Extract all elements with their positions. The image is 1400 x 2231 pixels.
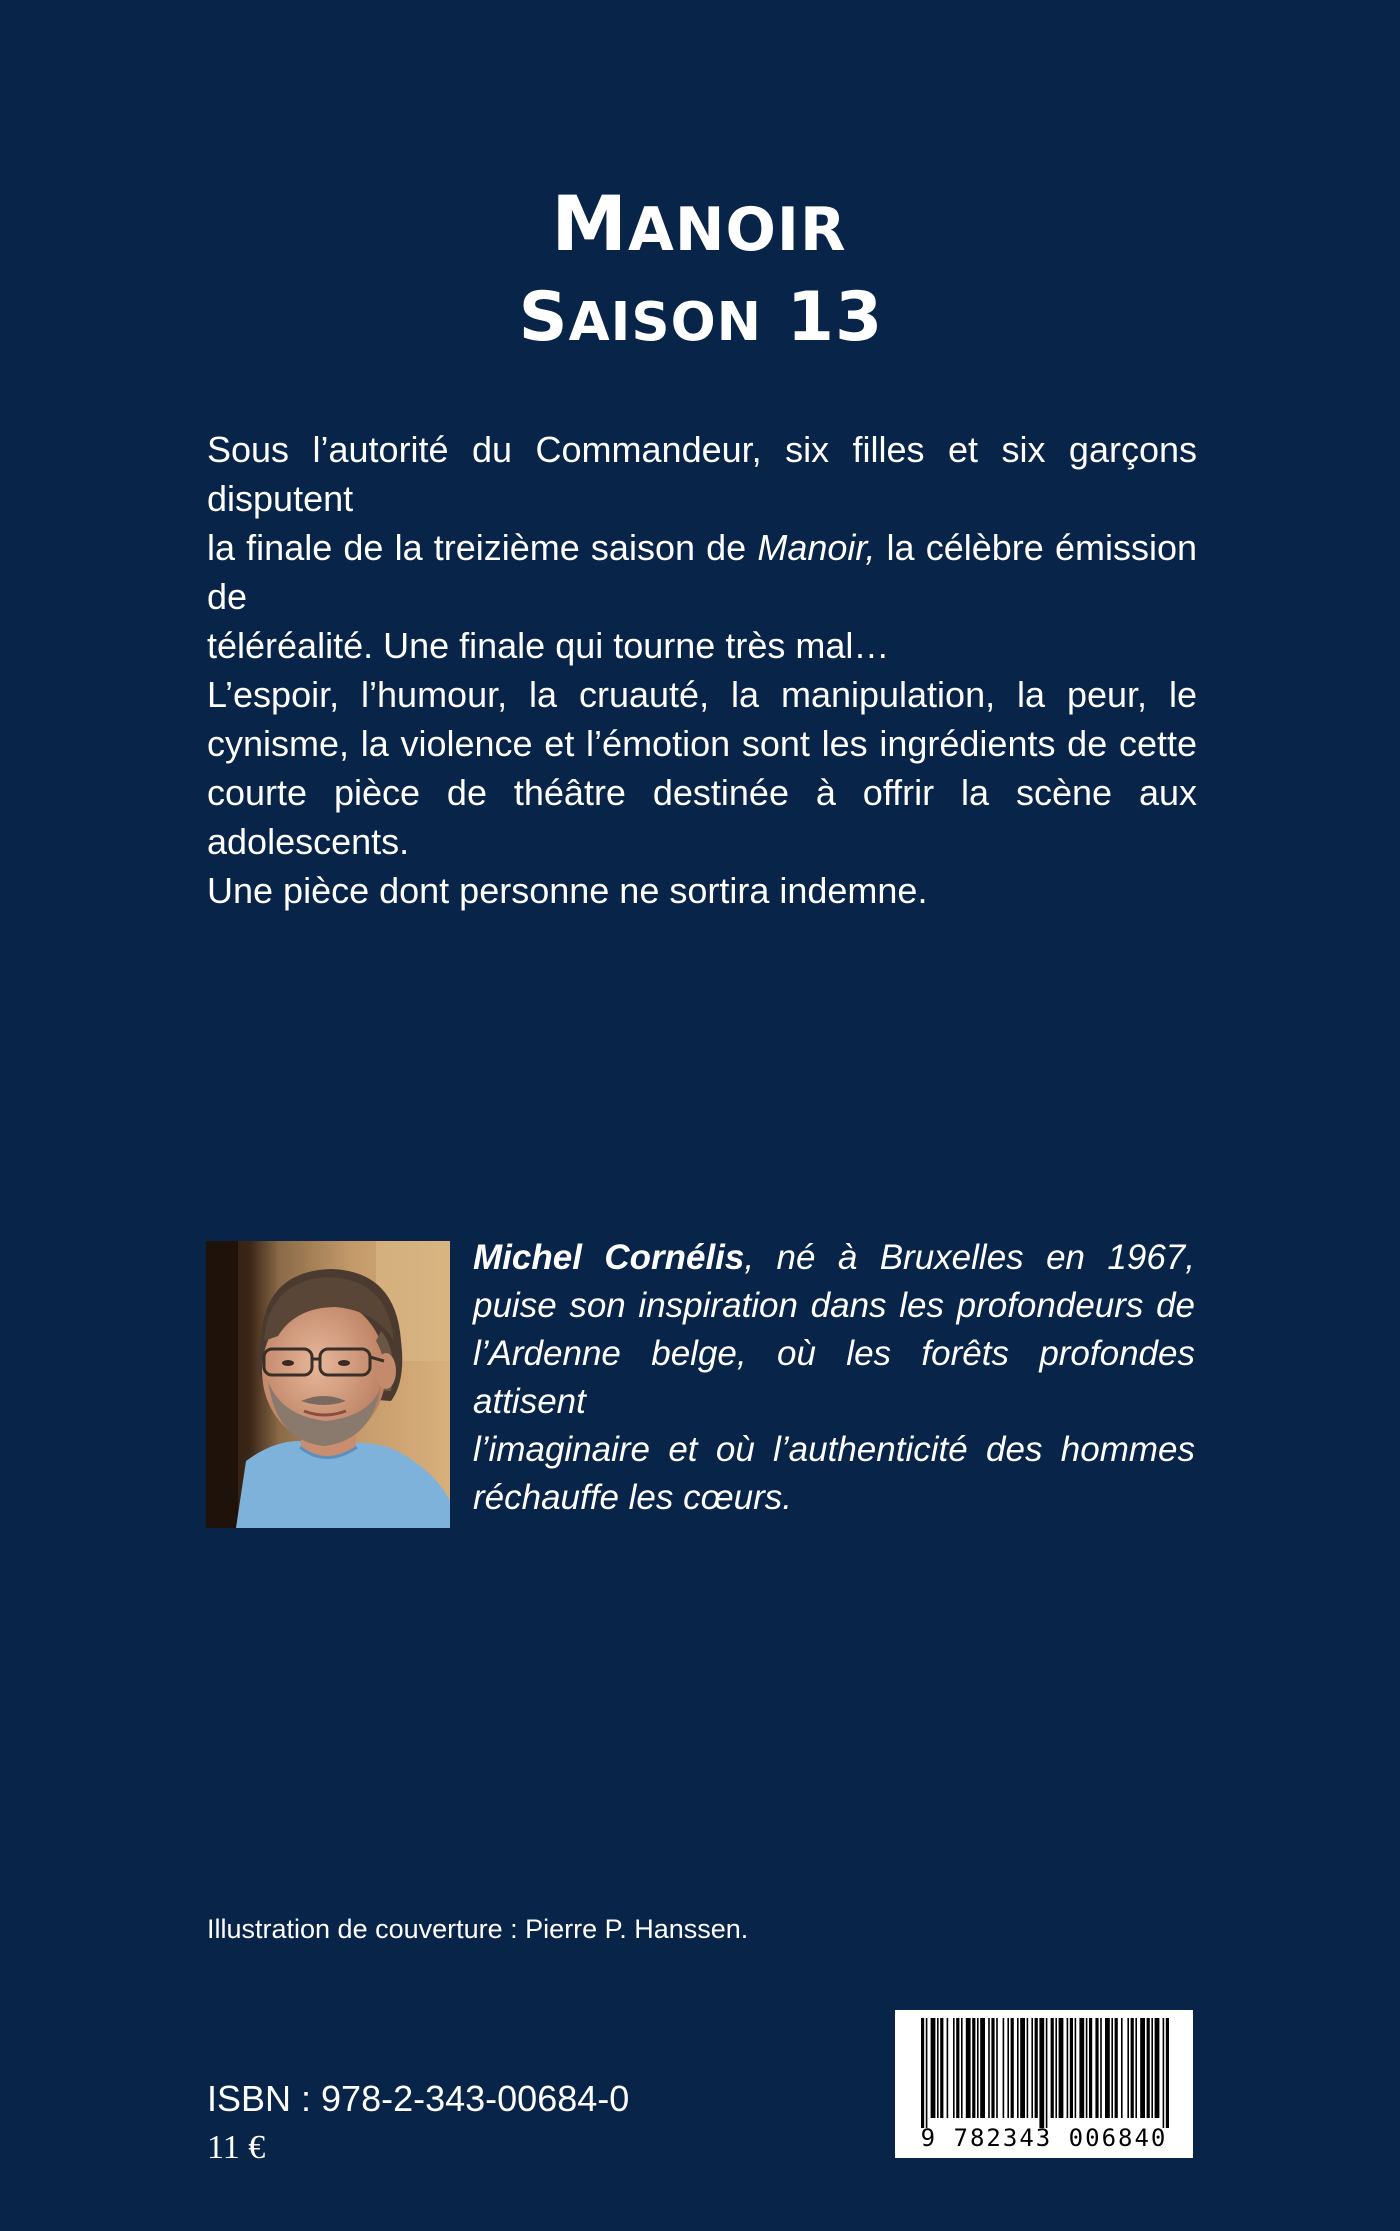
barcode-bar <box>931 2018 936 2118</box>
barcode-bar <box>1111 2018 1113 2118</box>
barcode-bar <box>1163 2018 1165 2128</box>
barcode-bar <box>1031 2018 1033 2118</box>
barcode-bar <box>953 2018 955 2118</box>
barcode-number: 9 782343 006840 <box>920 2124 1168 2152</box>
blurb <box>207 425 1197 915</box>
barcode-bar <box>1121 2018 1123 2118</box>
author-photo <box>206 1241 450 1528</box>
barcode-bar <box>1027 2018 1029 2118</box>
title-line-saison <box>2 276 1400 364</box>
barcode-bar <box>1070 2018 1073 2118</box>
barcode-bar <box>1011 2018 1014 2118</box>
barcode-bar <box>972 2018 975 2118</box>
barcode-bar <box>1115 2018 1118 2118</box>
title-cap-m: M <box>551 179 629 268</box>
barcode-bar <box>1127 2018 1129 2118</box>
barcode-bar <box>1140 2018 1145 2118</box>
bio-line-1 <box>473 1234 1195 1282</box>
barcode-bar <box>966 2018 971 2118</box>
price: 11 € <box>207 2129 266 2166</box>
bio-line-5: réchauffe les cœurs. <box>473 1478 792 1517</box>
barcode-bar <box>991 2018 994 2118</box>
barcode-bar <box>947 2018 949 2118</box>
barcode-bar <box>1059 2018 1064 2118</box>
barcode-bar <box>1017 2018 1019 2118</box>
barcode-bar <box>921 2018 924 2128</box>
blurb-paragraph-3: Une pièce dont personne ne sortira indemne. <box>207 870 928 911</box>
blurb-line-2 <box>207 523 1197 621</box>
isbn: ISBN : 978-2-343-00684-0 <box>207 2078 630 2119</box>
barcode-bar <box>1135 2018 1137 2118</box>
barcode-bar <box>980 2018 985 2118</box>
title-rest-anoir: ANOIR <box>628 195 847 264</box>
barcode-bar <box>1035 2018 1038 2118</box>
barcode-bar <box>1067 2018 1069 2118</box>
title-season-number: 13 <box>786 278 884 357</box>
blurb-line-2a: la finale de la treizième saison de <box>207 527 758 568</box>
barcode-bar <box>1046 2018 1048 2128</box>
book-title <box>0 178 1400 364</box>
barcode-bar <box>1147 2018 1150 2118</box>
bio-line-4: l’imaginaire et où l’authenticité des hommes <box>473 1430 1195 1469</box>
blurb-line-1: Sous l’autorité du Commandeur, six filles et six garçons disputent <box>207 429 1197 519</box>
author-bio <box>473 1234 1195 1522</box>
blurb-line-3: téléréalité. Une finale qui tourne très mal… <box>207 625 890 666</box>
blurb-paragraph-1 <box>207 425 1197 670</box>
barcode-bar <box>1055 2018 1057 2118</box>
barcode-bar <box>1020 2018 1025 2118</box>
barcode-bar <box>1105 2018 1110 2118</box>
barcode-bar <box>1100 2018 1102 2118</box>
barcode-bar <box>956 2018 959 2118</box>
barcode-bar <box>1086 2018 1088 2118</box>
title-line-manoir <box>0 178 1400 276</box>
barcode-bar <box>937 2018 939 2118</box>
barcode-bar <box>1155 2018 1160 2118</box>
author-name: Michel Cornélis <box>473 1238 745 1277</box>
title-cap-s: S <box>518 278 569 357</box>
barcode-bar <box>961 2018 963 2118</box>
barcode-bar <box>977 2018 979 2118</box>
barcode-bar <box>1003 2018 1005 2118</box>
barcode-bar <box>1051 2018 1054 2118</box>
barcode-bar <box>1039 2018 1044 2128</box>
barcode-bar <box>1079 2018 1084 2118</box>
barcode-bar <box>1075 2018 1077 2118</box>
bio-line-3: l’Ardenne belge, où les forêts profondes attisent <box>473 1334 1195 1421</box>
title-rest-aison: AISON <box>568 291 763 353</box>
barcode-bar <box>1089 2018 1092 2118</box>
barcode-bar <box>996 2018 998 2118</box>
author-portrait-image <box>206 1241 450 1528</box>
barcode-bar <box>1151 2018 1153 2118</box>
blurb-manoir-italic: Manoir, <box>757 527 876 568</box>
barcode-bar <box>988 2018 990 2118</box>
barcode-bar <box>940 2018 943 2118</box>
illustration-credit: Illustration de couverture : Pierre P. Hanssen. <box>207 1914 749 1944</box>
barcode-bar <box>1131 2018 1134 2118</box>
blurb-paragraph-2: L’espoir, l’humour, la cruauté, la manipulation, la peur, le cynisme, la violence et l’émotion sont les ingrédients de cette courte pièce de théâtre destinée à offrir la scène aux adolescents. <box>207 674 1197 862</box>
bio-line-1-rest: , né à Bruxelles en 1967, <box>744 1238 1195 1277</box>
barcode-bar <box>1166 2018 1169 2128</box>
barcode-bar <box>926 2018 928 2128</box>
barcode-bar <box>1007 2018 1009 2118</box>
blurb-line-2b: la célèbre émission de <box>207 527 1197 617</box>
barcode <box>895 2010 1193 2158</box>
barcode-bar <box>1095 2018 1098 2118</box>
bio-line-2: puise son inspiration dans les profondeurs de <box>473 1286 1195 1325</box>
